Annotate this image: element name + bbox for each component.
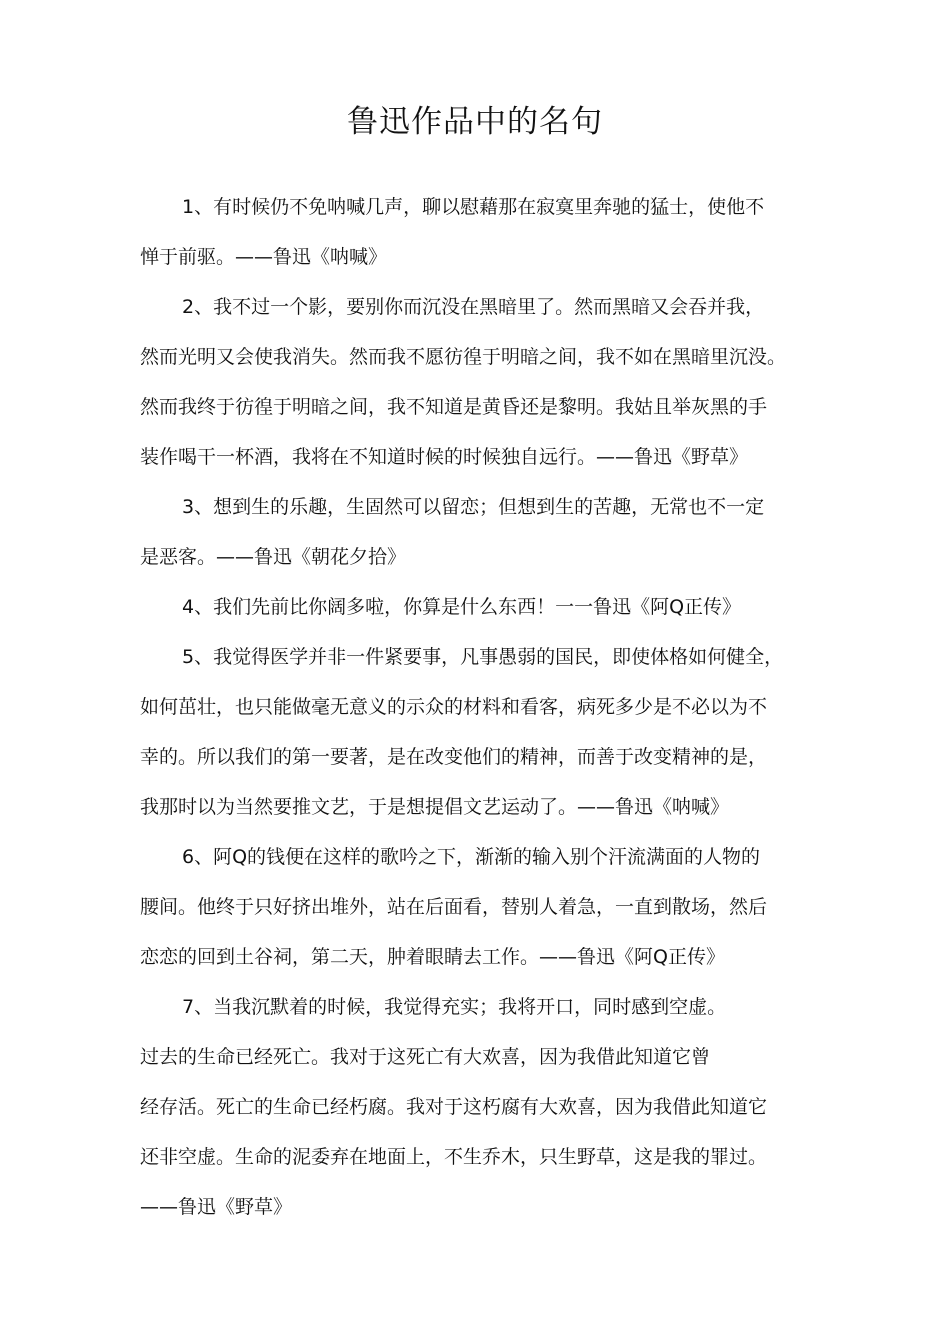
- text-line: 我那时以为当然要推文艺，于是想提倡文艺运动了。——鲁迅《呐喊》: [140, 796, 730, 818]
- text-line: 3、想到生的乐趣，生固然可以留恋；但想到生的苦趣，无常也不一定: [182, 496, 765, 518]
- text-line: 还非空虚。生命的泥委弃在地面上，不生乔木，只生野草，这是我的罪过。: [140, 1146, 768, 1168]
- text-line: 7、当我沉默着的时候，我觉得充实；我将开口，同时感到空虚。: [182, 996, 727, 1018]
- text-line: ——鲁迅《野草》: [140, 1196, 293, 1218]
- text-line: 装作喝干一杯酒，我将在不知道时候的时候独自远行。——鲁迅《野草》: [140, 446, 749, 468]
- text-line: 4、我们先前比你阔多啦，你算是什么东西！一一鲁迅《阿Q正传》: [182, 596, 742, 618]
- document-body: [140, 182, 840, 1232]
- document-title: 鲁迅作品中的名句: [347, 104, 603, 140]
- text-line: 然而光明又会使我消失。然而我不愿彷徨于明暗之间，我不如在黑暗里沉没。: [140, 346, 787, 368]
- text-line: 腰间。他终于只好挤出堆外，站在后面看，替别人着急，一直到散场，然后: [140, 896, 768, 918]
- text-line: 6、阿Q的钱便在这样的歌吟之下，渐渐的输入别个汗流满面的人物的: [182, 846, 761, 868]
- text-line: 然而我终于彷徨于明暗之间，我不知道是黄昏还是黎明。我姑且举灰黑的手: [140, 396, 768, 418]
- text-line: 是恶客。——鲁迅《朝花夕拾》: [140, 546, 407, 568]
- text-line: 恋恋的回到土谷祠，第二天，肿着眼睛去工作。——鲁迅《阿Q正传》: [140, 946, 725, 968]
- text-line: 惮于前驱。——鲁迅《呐喊》: [140, 246, 388, 268]
- text-line: 5、我觉得医学并非一件紧要事，凡事愚弱的国民，即使体格如何健全，: [182, 646, 784, 668]
- text-line: 1、有时候仍不免呐喊几声，聊以慰藉那在寂寞里奔驰的猛士，使他不: [182, 196, 765, 218]
- text-line: 经存活。死亡的生命已经朽腐。我对于这朽腐有大欢喜，因为我借此知道它: [140, 1096, 768, 1118]
- text-line: 过去的生命已经死亡。我对于这死亡有大欢喜，因为我借此知道它曾: [140, 1046, 711, 1068]
- text-line: 幸的。所以我们的第一要著，是在改变他们的精神，而善于改变精神的是，: [140, 746, 768, 768]
- text-line: 2、我不过一个影，要别你而沉没在黑暗里了。然而黑暗又会吞并我，: [182, 296, 765, 318]
- text-line: 如何茁壮，也只能做毫无意义的示众的材料和看客，病死多少是不必以为不: [140, 696, 768, 718]
